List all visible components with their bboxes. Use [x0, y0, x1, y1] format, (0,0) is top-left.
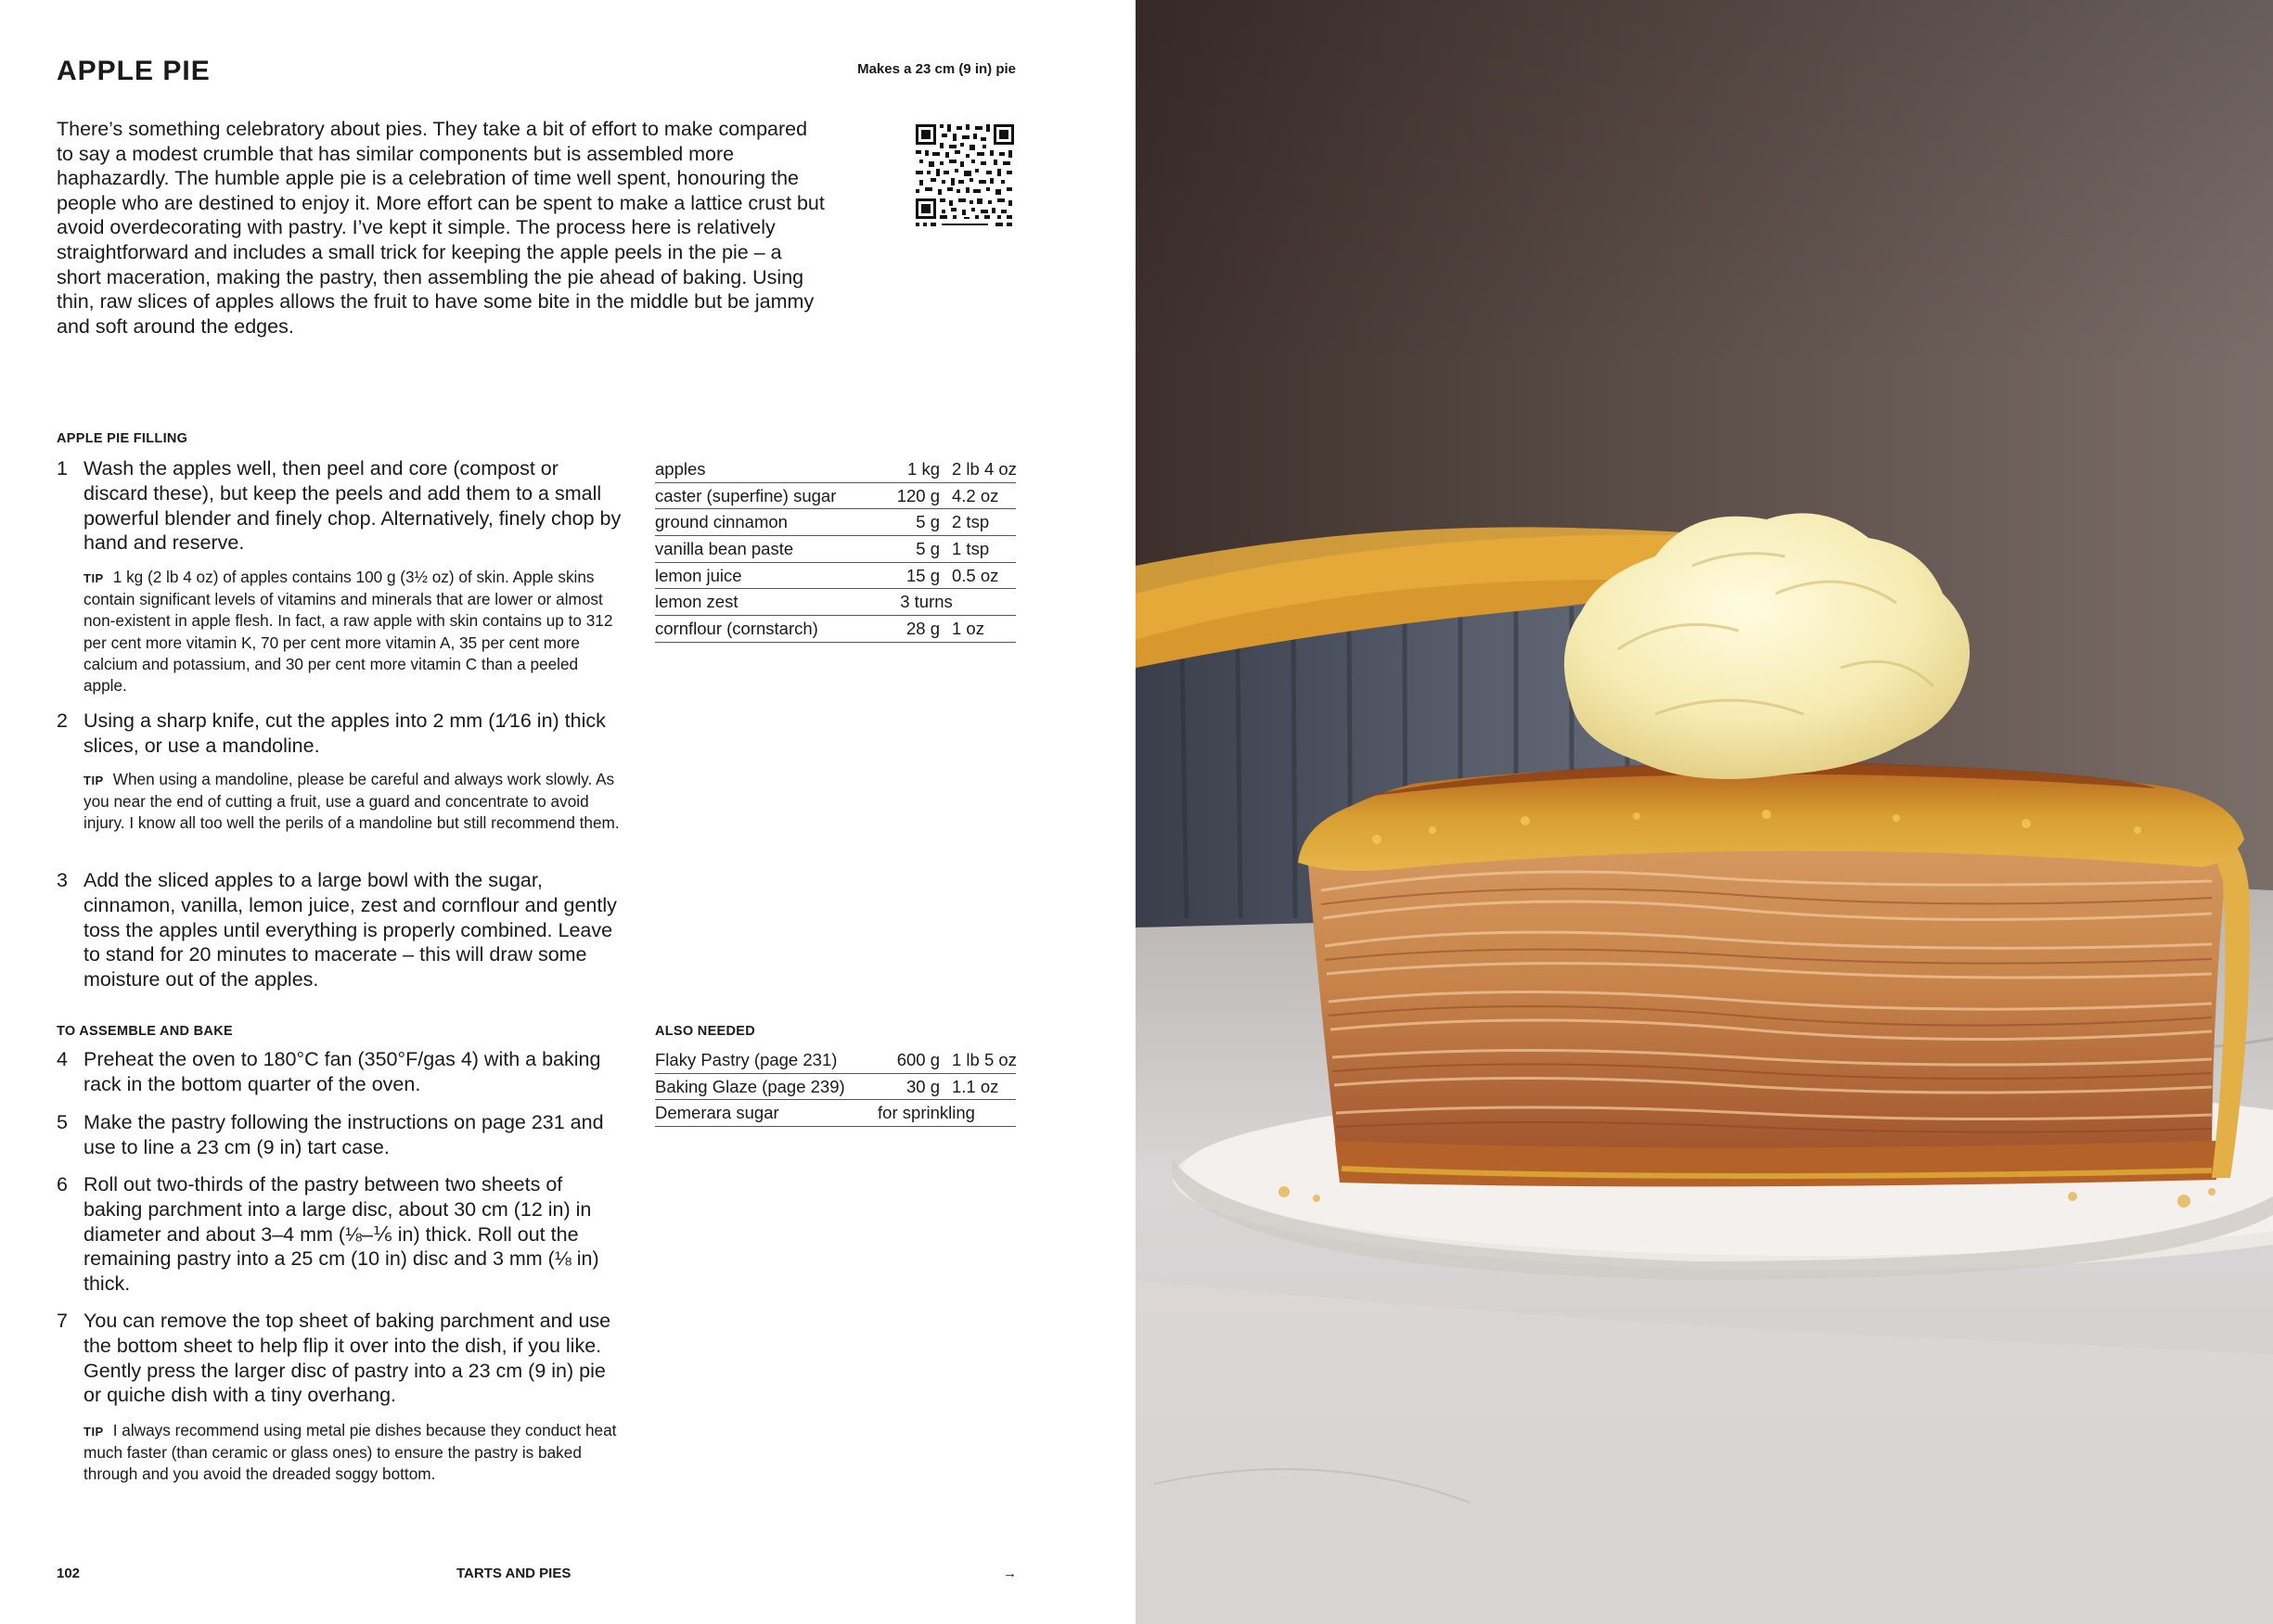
ingredient-name: apples [655, 459, 706, 479]
recipe-yield: Makes a 23 cm (9 in) pie [857, 61, 1016, 77]
ingredient-row [655, 589, 1016, 616]
ingredient-imperial: 2 tsp [952, 512, 990, 532]
assemble-heading: TO ASSEMBLE AND BAKE [57, 1024, 233, 1039]
ingredient-imperial: 1 oz [952, 619, 984, 639]
ingredient-imperial: 4.2 oz [952, 485, 999, 505]
tip-label: TIP [83, 1425, 104, 1439]
recipe-intro: There’s something celebratory about pies. They take a bit of effort to make compared to say a modest crumble that has similar components but is assembled more haphazardly. The humble apple pie is a celebration of time well spent, honouring the people who are destined to enjoy it. More effort can be spent to make a lattice crust but avoid overdecorating with pastry. I’ve kept it simple. The process here is relatively straightforward and includes a small trick for keeping the apple peels in the pie – a short maceration, making the pastry, then assembling the pie ahead of baking. Using thin, raw slices of apples allows the fruit to have some bite in the middle but be jammy and soft around the edges. [57, 118, 825, 338]
step-number: 5 [57, 1111, 68, 1133]
step-text: Make the pastry following the instructions on page 231 and use to line a 23 cm (9 in) tart case. [83, 1111, 604, 1158]
ingredient-imperial: 1.1 oz [952, 1076, 999, 1096]
recipe-page [0, 0, 1136, 1624]
ingredient-metric: 30 g [905, 1076, 940, 1096]
tip-text: I always recommend using metal pie dishes because they conduct heat much faster (than ceramic or glass ones) to ensure the pastry is baked through and you avoid the dreaded soggy bottom. [83, 1421, 617, 1484]
photo-page [1136, 0, 2273, 1624]
ingredient-name: caster (superfine) sugar [655, 485, 837, 505]
method-step [57, 1172, 623, 1297]
ingredient-imperial: 1 tsp [952, 539, 990, 559]
also-needed-table [655, 1047, 1016, 1127]
tip-note [83, 1420, 622, 1486]
step-number: 7 [57, 1310, 68, 1332]
step-number: 3 [57, 869, 68, 891]
method-step [57, 456, 623, 556]
ingredient-row [655, 563, 1016, 590]
ingredient-metric: 28 g [905, 619, 940, 639]
step-text: Wash the apples well, then peel and core (compost or discard these), but keep the peels and add them to a small powerful blender and finely chop. Alternatively, finely chop by hand and reserve. [83, 457, 622, 555]
method-step [57, 1047, 623, 1097]
method-step [57, 709, 623, 759]
ingredient-metric: 1 kg [907, 459, 940, 479]
ingredient-row [655, 456, 1016, 483]
step-text: Using a sharp knife, cut the apples into 2 mm (1⁄16 in) thick slices, or use a mandoline. [83, 710, 606, 757]
ingredient-name: ground cinnamon [655, 512, 788, 532]
ingredient-row [655, 483, 1016, 510]
tip-label: TIP [83, 774, 104, 787]
ingredient-name: Baking Glaze (page 239) [655, 1076, 845, 1096]
tip-note [83, 567, 622, 697]
step-number: 2 [57, 710, 68, 732]
ingredient-row [655, 1074, 1016, 1101]
page-number: 102 [57, 1566, 81, 1581]
ingredient-imperial: 2 lb 4 oz [952, 459, 1017, 479]
step-text: Roll out two-thirds of the pastry between two sheets of baking parchment into a large disc, about 30 cm (12 in) in diameter and about 3–4 mm (⅛–⅙ in) thick. Roll out the remaining pastry into a 25 cm (10 in) disc and 3 mm (⅛ in) thick. [83, 1173, 599, 1296]
filling-ingredients-table [655, 456, 1016, 643]
ingredient-quantity: for sprinkling [878, 1103, 975, 1123]
step-number: 4 [57, 1048, 68, 1070]
method-step [57, 1309, 623, 1408]
ingredient-row [655, 1047, 1016, 1074]
next-page-arrow-icon[interactable]: → [1003, 1566, 1017, 1581]
recipe-title: APPLE PIE [57, 56, 211, 86]
ingredient-imperial: 1 lb 5 oz [952, 1050, 1017, 1069]
filling-heading: APPLE PIE FILLING [57, 431, 188, 446]
ingredient-metric: 15 g [905, 565, 940, 585]
ingredient-name: cornflour (cornstarch) [655, 619, 818, 639]
also-needed-heading: ALSO NEEDED [655, 1024, 756, 1039]
ingredient-row [655, 1100, 1016, 1127]
ingredient-name: lemon zest [655, 592, 738, 612]
tip-label: TIP [83, 571, 104, 585]
step-text: You can remove the top sheet of baking parchment and use the bottom sheet to help flip it over into the dish, if you like. Gently press the larger disc of pastry into a 23 cm (9 in) pie or quiche dish with a tiny overhang. [83, 1310, 611, 1407]
ingredient-name: vanilla bean paste [655, 539, 794, 559]
step-text: Add the sliced apples to a large bowl with the sugar, cinnamon, vanilla, lemon juice, zest and cornflour and gently toss the apples until everything is properly combined. Leave to stand for 20 minutes to macerate – this will draw some moisture out of the apples. [83, 869, 617, 991]
method-step [57, 1110, 623, 1160]
ingredient-row [655, 509, 1016, 536]
step-text: Preheat the oven to 180°C fan (350°F/gas 4) with a baking rack in the bottom quarter of the oven. [83, 1048, 601, 1095]
ingredient-metric: 600 g [896, 1050, 940, 1069]
tip-note [83, 769, 622, 835]
ingredient-name: Flaky Pastry (page 231) [655, 1050, 838, 1069]
ingredient-quantity: 3 turns [900, 592, 953, 612]
ingredient-metric: 5 g [916, 539, 940, 559]
qr-code-icon[interactable] [914, 122, 1016, 228]
ingredient-row [655, 536, 1016, 563]
apple-pie-photo [1136, 0, 2273, 1624]
tip-text: 1 kg (2 lb 4 oz) of apples contains 100 g (3½ oz) of skin. Apple skins contain significant levels of vitamins and minerals that are lower or almost non-existent in apple flesh. In fact, a raw apple with skin contains up to 312 per cent more vitamin K, 70 per cent more vitamin A, 35 per cent more calcium and potassium, and 30 per cent more vitamin C than a peeled apple. [83, 568, 613, 696]
ingredient-metric: 120 g [896, 485, 940, 505]
ingredient-imperial: 0.5 oz [952, 565, 999, 585]
ingredient-name: Demerara sugar [655, 1103, 779, 1123]
ingredient-name: lemon juice [655, 565, 742, 585]
step-number: 1 [57, 457, 68, 480]
step-number: 6 [57, 1173, 68, 1196]
tip-text: When using a mandoline, please be careful and always work slowly. As you near the end of cutting a fruit, use a guard and concentrate to avoid injury. I know all too well the perils of a mandoline but still recommend them. [83, 770, 620, 833]
ingredient-row [655, 616, 1016, 643]
ingredient-metric: 5 g [916, 512, 940, 532]
chapter-name: TARTS AND PIES [456, 1566, 571, 1581]
method-step [57, 868, 623, 992]
